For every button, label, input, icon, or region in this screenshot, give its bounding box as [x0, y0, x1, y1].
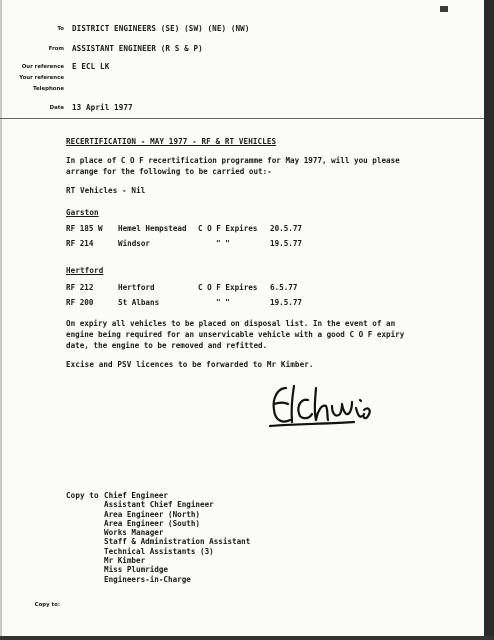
punch-mark — [440, 6, 448, 12]
cof-status: C O F Expires — [198, 283, 258, 292]
fleet-number: RF 214 — [66, 239, 94, 248]
to-value: DISTRICT ENGINEERS (SE) (SW) (NE) (NW) — [72, 24, 250, 33]
cof-status: " " — [216, 298, 230, 307]
expiry-line: On expiry all vehicles to be placed on disposal list. In the event of an — [66, 319, 396, 328]
copy-recipient: Engineers-in-Charge — [104, 574, 191, 584]
group-heading-garston: Garston — [66, 208, 99, 217]
scan-edge-bottom — [0, 636, 494, 640]
copy-recipient: Staff & Administration Assistant — [104, 537, 251, 547]
copy-recipient-list — [104, 491, 250, 584]
excise-line: Excise and PSV licences to be forwarded to Mr Kimber. — [66, 360, 314, 369]
your-reference-label: Your reference — [19, 75, 64, 81]
intro-line: In place of C O F recertification programme for May 1977, will you please — [66, 156, 400, 165]
date-value: 13 April 1977 — [72, 103, 133, 112]
rt-vehicles-line: RT Vehicles - Nil — [66, 186, 146, 195]
garage-place: Hertford — [118, 283, 155, 292]
subject-heading: RECERTIFICATION - MAY 1977 - RF & RT VEHICLES — [66, 137, 277, 146]
expiry-date: 19.5.77 — [270, 298, 303, 307]
our-reference-label: Our reference — [21, 64, 64, 70]
expiry-line: date, the engine to be removed and refitted. — [66, 341, 268, 350]
expiry-date: 6.5.77 — [270, 283, 298, 292]
from-label: From — [48, 46, 64, 52]
garage-place: St Albans — [118, 298, 160, 307]
expiry-line: engine being required for an unservicable vehicle with a good C O F expiry — [66, 330, 405, 339]
expiry-date: 19.5.77 — [270, 239, 303, 248]
copy-recipient: Works Manager — [104, 528, 164, 538]
from-value: ASSISTANT ENGINEER (R S & P) — [72, 44, 203, 53]
to-label: To — [57, 26, 64, 32]
scan-edge-left — [0, 0, 2, 640]
expiry-date: 20.5.77 — [270, 224, 303, 233]
header-divider — [0, 118, 484, 119]
fleet-number: RF 212 — [66, 283, 94, 292]
cof-status: " " — [216, 239, 230, 248]
copy-recipient: Area Engineer (South) — [104, 518, 201, 528]
copy-recipient: Mr Kimber — [104, 556, 146, 566]
group-heading-hertford: Hertford — [66, 266, 104, 275]
fleet-number: RF 200 — [66, 298, 94, 307]
garage-place: Hemel Hempstead — [118, 224, 187, 233]
copy-recipient: Assistant Chief Engineer — [104, 500, 214, 510]
fleet-number: RF 185 W — [66, 224, 103, 233]
telephone-label: Telephone — [32, 86, 64, 92]
copy-recipient: Chief Engineer — [104, 491, 169, 500]
expiry-paragraph — [66, 318, 461, 351]
intro-paragraph — [66, 155, 461, 177]
copy-recipient: Miss Plumridge — [104, 565, 169, 575]
date-label: Date — [49, 105, 64, 111]
scan-edge-right — [484, 0, 494, 640]
our-reference-value: E ECL LK — [72, 62, 110, 71]
intro-line: arrange for the following to be carried out:- — [66, 167, 272, 176]
copy-recipient: Technical Assistants (3) — [104, 546, 214, 556]
copy-to-footer-label: Copy to: — [34, 602, 60, 608]
handwritten-signature-icon — [264, 380, 376, 436]
copy-to-lead: Copy to — [66, 491, 99, 500]
garage-place: Windsor — [118, 239, 151, 248]
cof-status: C O F Expires — [198, 224, 258, 233]
copy-recipient: Area Engineer (North) — [104, 509, 201, 519]
